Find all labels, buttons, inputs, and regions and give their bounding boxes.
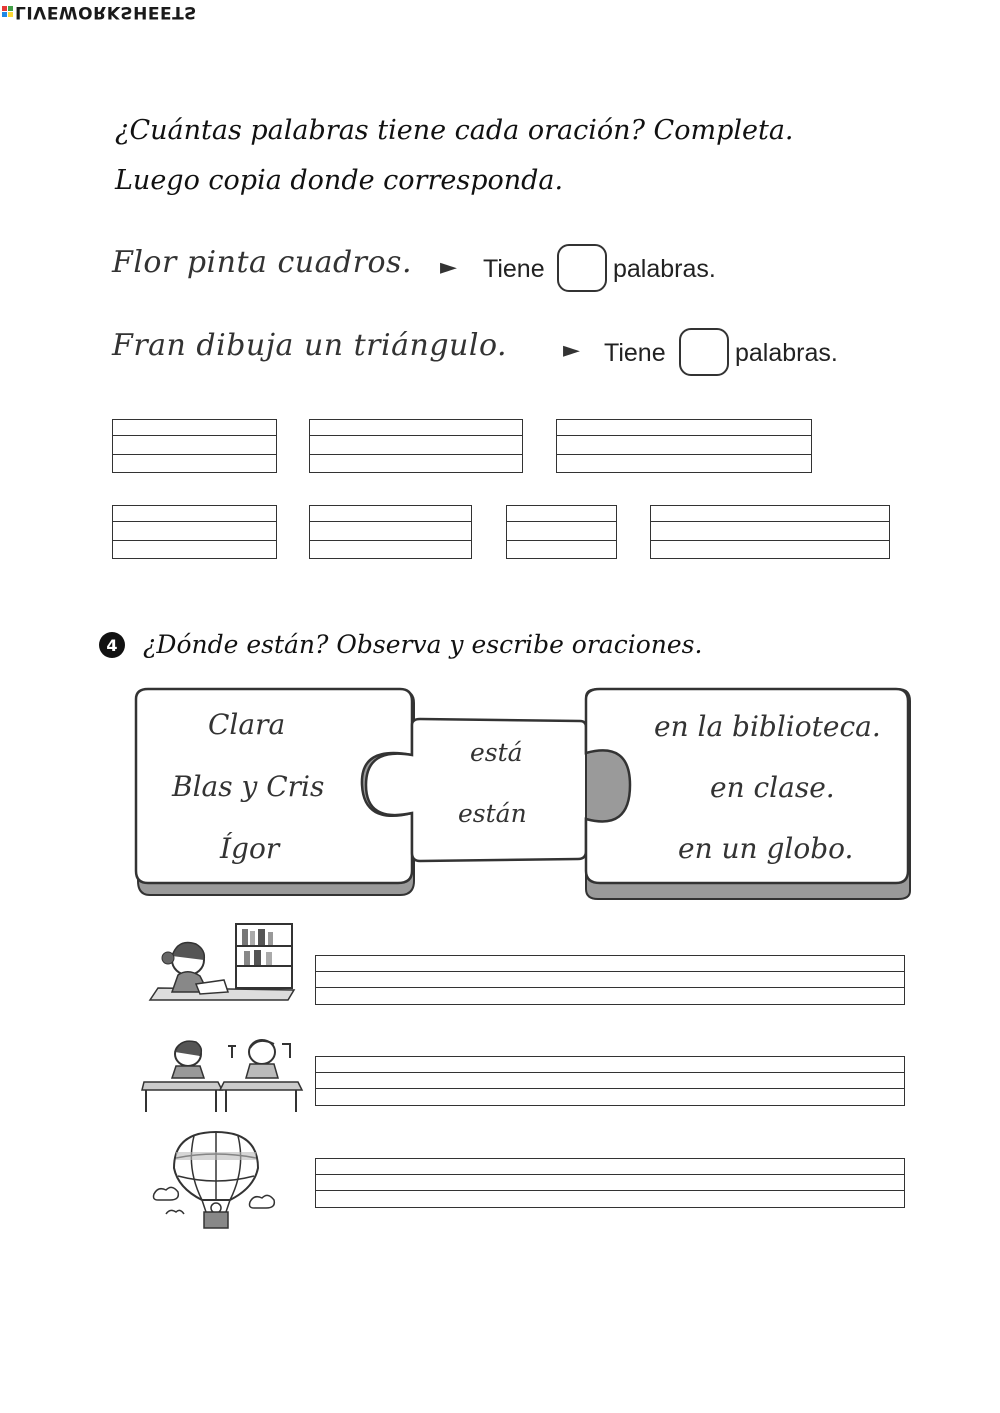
word-writing-line[interactable] [309,505,472,559]
subject-igor: Ígor [220,832,280,865]
exercise-number-badge: 4 [99,632,125,658]
sentence-writing-line-3[interactable] [315,1158,905,1208]
tiene-label: Tiene [604,339,666,367]
sentence-2: Fran dibuja un triángulo. [112,328,508,363]
palabras-label: palabras. [613,255,716,283]
sentence-writing-line-1[interactable] [315,955,905,1005]
word-writing-line[interactable] [309,419,523,473]
verb-esta: está [470,738,523,767]
logo-text: LIVEWORKSHEETS [15,2,197,22]
palabras-label: palabras. [735,339,838,367]
sentence-writing-line-2[interactable] [315,1056,905,1106]
place-biblioteca: en la biblioteca. [654,710,881,743]
word-writing-line[interactable] [112,505,277,559]
word-writing-line[interactable] [650,505,890,559]
children-at-desks-icon [140,1032,305,1114]
liveworksheets-logo [2,2,197,22]
place-globo: en un globo. [678,832,854,865]
sentence-1: Flor pinta cuadros. [112,245,412,280]
verb-estan: están [458,799,527,828]
word-count-box-1[interactable] [557,244,607,292]
word-writing-line[interactable] [112,419,277,473]
arrow-icon: ► [440,255,457,280]
subject-blas-y-cris: Blas y Cris [172,770,325,803]
logo-squares-icon [2,7,13,18]
word-writing-line[interactable] [556,419,812,473]
word-count-box-2[interactable] [679,328,729,376]
tiene-label: Tiene [483,255,545,283]
place-clase: en clase. [710,771,835,804]
subject-clara: Clara [208,708,286,741]
exercise-4-instruction: ¿Dónde están? Observa y escribe oraciones. [143,630,703,659]
word-writing-line[interactable] [506,505,617,559]
instruction-line-1: ¿Cuántas palabras tiene cada oración? Completa. [115,115,794,146]
hot-air-balloon-icon [150,1128,280,1232]
instruction-line-2: Luego copia donde corresponda. [115,165,564,196]
girl-reading-library-icon [148,920,296,1008]
arrow-icon: ► [563,338,580,363]
